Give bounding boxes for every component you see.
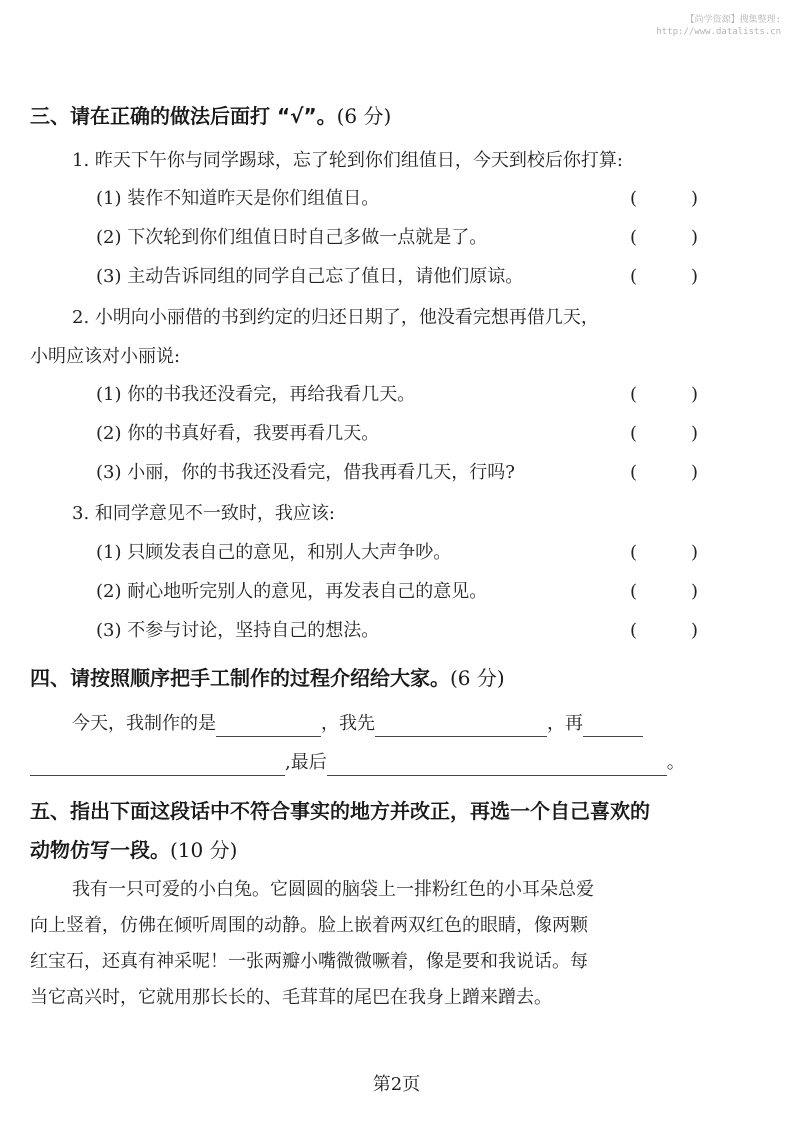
section-4-title: 四、请按照顺序把手工制作的过程介绍给大家。	[30, 666, 450, 690]
paren-open: (	[630, 542, 638, 563]
paren-close: )	[690, 227, 698, 248]
answer-box-q2-o1[interactable]	[630, 382, 698, 408]
answer-box-q1-o1[interactable]	[630, 186, 698, 212]
paren-open: (	[630, 462, 638, 483]
fill-line-1	[72, 711, 643, 737]
question-2-prompt-cont: 小明应该对小丽说:	[30, 346, 181, 367]
fill-blank-1[interactable]	[216, 716, 321, 737]
paren-close: )	[690, 462, 698, 483]
paren-open: (	[630, 188, 638, 209]
paren-open: (	[630, 384, 638, 405]
paren-close: )	[690, 266, 698, 287]
question-1-prompt: 1. 昨天下午你与同学踢球，忘了轮到你们组值日，今天到校后你打算:	[72, 150, 623, 171]
fill-blank-5[interactable]	[327, 755, 667, 776]
fill-blank-3[interactable]	[583, 716, 643, 737]
paren-open: (	[630, 581, 638, 602]
fill-line-2	[30, 750, 685, 776]
answer-box-q1-o3[interactable]	[630, 264, 698, 290]
section-5-heading-line-2	[30, 836, 237, 864]
section-4-heading	[30, 664, 505, 692]
fill-text-3: ，再	[547, 713, 583, 734]
paren-open: (	[630, 423, 638, 444]
paren-close: )	[690, 620, 698, 641]
question-3-option-3: (3) 不参与讨论，坚持自己的想法。	[96, 620, 380, 641]
fill-text-1: 今天，我制作的是	[72, 713, 216, 734]
paren-close: )	[690, 581, 698, 602]
section-5-heading-line-1: 五、指出下面这段话中不符合事实的地方并改正，再选一个自己喜欢的	[30, 799, 650, 823]
question-1-option-2: (2) 下次轮到你们组值日时自己多做一点就是了。	[96, 227, 488, 248]
question-1-option-1: (1) 装作不知道昨天是你们组值日。	[96, 188, 380, 209]
question-3-prompt: 3. 和同学意见不一致时，我应该:	[72, 503, 335, 524]
fill-text-4: ,最后	[285, 752, 327, 773]
paren-close: )	[690, 423, 698, 444]
section-3-score: (6 分)	[336, 104, 392, 128]
question-3-option-2: (2) 耐心地听完别人的意见，再发表自己的意见。	[96, 581, 488, 602]
fill-end: 。	[666, 752, 685, 773]
question-1-option-3: (3) 主动告诉同组的同学自己忘了值日，请他们原谅。	[96, 266, 524, 287]
paren-close: )	[690, 188, 698, 209]
passage-line-3: 红宝石，还真有神采呢！一张两瓣小嘴微微噘着，像是要和我说话。每	[30, 951, 588, 972]
watermark-line-2: http://www.datalists.cn	[656, 27, 781, 37]
watermark-line-1: 【尚学资源】搜集整理:	[685, 15, 781, 25]
answer-box-q2-o3[interactable]	[630, 460, 698, 486]
question-2-prompt: 2. 小明向小丽借的书到约定的归还日期了，他没看完想再借几天，	[72, 307, 599, 328]
answer-box-q3-o2[interactable]	[630, 579, 698, 605]
paren-close: )	[690, 542, 698, 563]
fill-text-2: ，我先	[321, 713, 375, 734]
question-2-option-3: (3) 小丽，你的书我还没看完，借我再看几天，行吗?	[96, 462, 515, 483]
paren-open: (	[630, 227, 638, 248]
answer-box-q2-o2[interactable]	[630, 421, 698, 447]
passage-line-2: 向上竖着，仿佛在倾听周围的动静。脸上嵌着两双红色的眼睛，像两颗	[30, 915, 588, 936]
paren-close: )	[690, 384, 698, 405]
answer-box-q3-o1[interactable]	[630, 540, 698, 566]
fill-blank-2[interactable]	[375, 716, 547, 737]
fill-blank-4[interactable]	[30, 755, 285, 776]
section-3-heading	[30, 102, 391, 130]
watermark	[561, 14, 781, 38]
section-4-score: (6 分)	[450, 666, 505, 690]
answer-box-q3-o3[interactable]	[630, 618, 698, 644]
passage	[30, 872, 702, 1016]
page-number: 第2页	[372, 1074, 421, 1095]
passage-line-4: 当它高兴时，它就用那长长的、毛茸茸的尾巴在我身上蹭来蹭去。	[30, 987, 552, 1008]
paren-open: (	[630, 620, 638, 641]
question-2-option-2: (2) 你的书真好看，我要再看几天。	[96, 423, 380, 444]
section-5-title-cont: 动物仿写一段。	[30, 838, 170, 862]
question-3-option-1: (1) 只顾发表自己的意见，和别人大声争吵。	[96, 542, 452, 563]
passage-line-1: 我有一只可爱的小白兔。它圆圆的脑袋上一排粉红色的小耳朵总爱	[72, 879, 594, 900]
paren-open: (	[630, 266, 638, 287]
answer-box-q1-o2[interactable]	[630, 225, 698, 251]
section-3-title: 三、请在正确的做法后面打 “√”。	[30, 104, 337, 128]
section-5-score: (10 分)	[170, 838, 238, 862]
question-2-option-1: (1) 你的书我还没看完，再给我看几天。	[96, 384, 416, 405]
